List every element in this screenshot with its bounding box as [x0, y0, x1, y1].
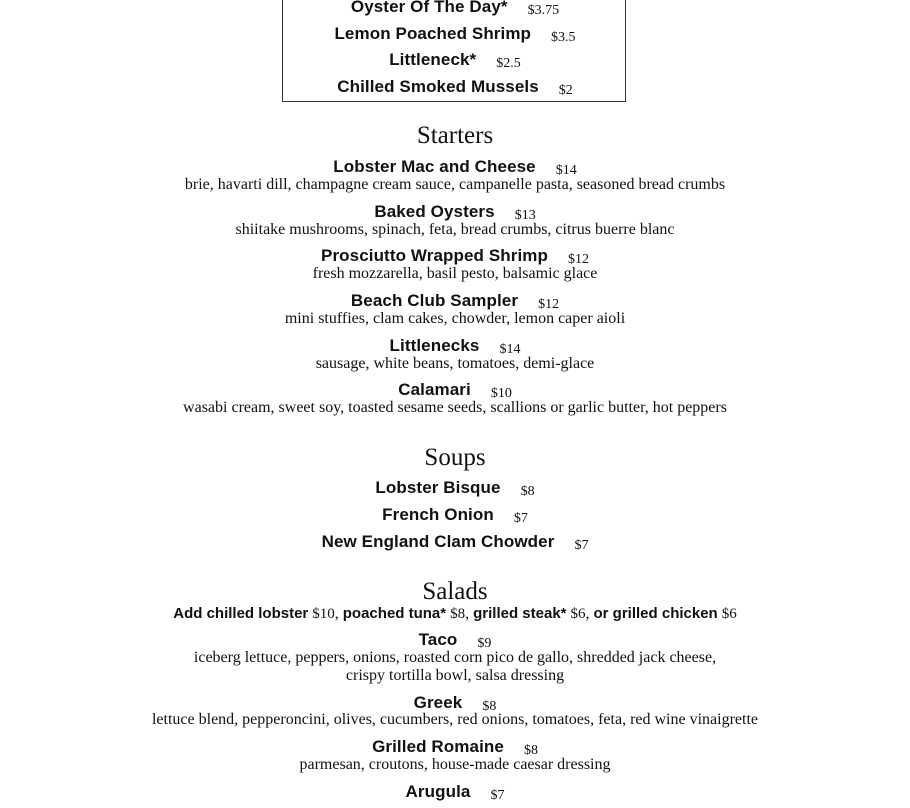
section-title-starters: Starters [416, 122, 494, 149]
menu-item [0, 478, 910, 498]
menu-item [0, 0, 910, 17]
item-description: lettuce blend, pepperoncini, olives, cucumbers, red onions, tomatoes, feta, red wine vinaigrette [151, 711, 759, 728]
item-price: $8 [523, 743, 538, 758]
item-price: $12 [568, 252, 589, 267]
addon-price: $10 [312, 606, 335, 622]
item-price: $8 [482, 699, 497, 714]
item-name: Grilled Romaine [372, 737, 504, 756]
item-description: fresh mozzarella, basil pesto, balsamic glace [312, 265, 598, 282]
menu-item [0, 202, 910, 222]
item-price: $7 [513, 511, 528, 526]
item-price: $3.75 [527, 3, 560, 18]
menu-item [0, 630, 910, 650]
menu-item [0, 693, 910, 713]
menu-item [0, 336, 910, 356]
item-description: iceberg lettuce, peppers, onions, roasted corn pico de gallo, shredded jack cheese, [193, 649, 717, 666]
item-name: Lemon Poached Shrimp [334, 24, 532, 43]
menu-item [0, 532, 910, 552]
item-name: Beach Club Sampler [350, 291, 519, 310]
salad-addons-note: Add chilled lobster $10, poached tuna* $8, grilled steak* $6, or grilled chicken $6 [173, 605, 737, 622]
item-price: $14 [555, 163, 577, 178]
item-price: $9 [477, 636, 492, 651]
item-name: Littleneck* [389, 50, 477, 69]
addon-text: poached tuna* [342, 605, 447, 622]
item-name: Arugula [405, 782, 471, 801]
menu-item [0, 24, 910, 44]
item-price: $3.5 [551, 30, 576, 45]
item-price: $14 [499, 342, 521, 357]
item-price: $7 [490, 788, 505, 803]
item-description: shiitake mushrooms, spinach, feta, bread crumbs, citrus buerre blanc [235, 221, 675, 238]
menu-item [0, 380, 910, 400]
item-name: Littlenecks [389, 336, 480, 355]
item-name: Oyster Of The Day* [350, 0, 508, 16]
item-description: sausage, white beans, tomatoes, demi-glace [315, 355, 595, 372]
item-price: $12 [538, 297, 560, 312]
item-name: Chilled Smoked Mussels [337, 77, 539, 96]
item-name: Baked Oysters [374, 202, 495, 221]
item-name: Lobster Bisque [375, 478, 501, 497]
addon-text: grilled steak* [473, 605, 567, 622]
addon-text: Add chilled lobster [173, 605, 309, 622]
item-name: Taco [418, 630, 458, 649]
menu-item [0, 246, 910, 266]
menu-item [0, 737, 910, 757]
menu-item [0, 291, 910, 311]
item-description: parmesan, croutons, house-made caesar dressing [299, 756, 611, 773]
menu-item [0, 782, 910, 802]
menu-item [0, 77, 910, 97]
item-price: $7 [574, 538, 589, 553]
item-price: $2.5 [496, 56, 521, 71]
menu-item [0, 157, 910, 177]
item-price: $13 [514, 208, 536, 223]
item-description: brie, havarti dill, champagne cream sauce, campanelle pasta, seasoned bread crumbs [184, 176, 726, 193]
addon-price: $6 [721, 606, 737, 622]
item-name: Prosciutto Wrapped Shrimp [321, 246, 548, 265]
item-description: mini stuffies, clam cakes, chowder, lemon caper aioli [284, 310, 626, 327]
item-name: New England Clam Chowder [321, 532, 555, 551]
item-price: $10 [490, 386, 512, 401]
item-name: Lobster Mac and Cheese [333, 157, 536, 176]
item-name: Greek [413, 693, 463, 712]
item-name: Calamari [398, 380, 471, 399]
addon-price: $8 [450, 606, 466, 622]
menu-item [0, 50, 910, 70]
addon-text: or grilled chicken [593, 605, 718, 622]
item-name: French Onion [382, 505, 494, 524]
menu-item [0, 505, 910, 525]
item-price: $8 [520, 484, 535, 499]
item-description: wasabi cream, sweet soy, toasted sesame seeds, scallions or garlic butter, hot peppers [183, 399, 727, 416]
addon-price: $6 [570, 606, 586, 622]
item-price: $2 [558, 83, 573, 98]
section-title-salads: Salads [422, 578, 488, 605]
section-title-soups: Soups [424, 444, 486, 471]
item-description: crispy tortilla bowl, salsa dressing [345, 667, 565, 684]
